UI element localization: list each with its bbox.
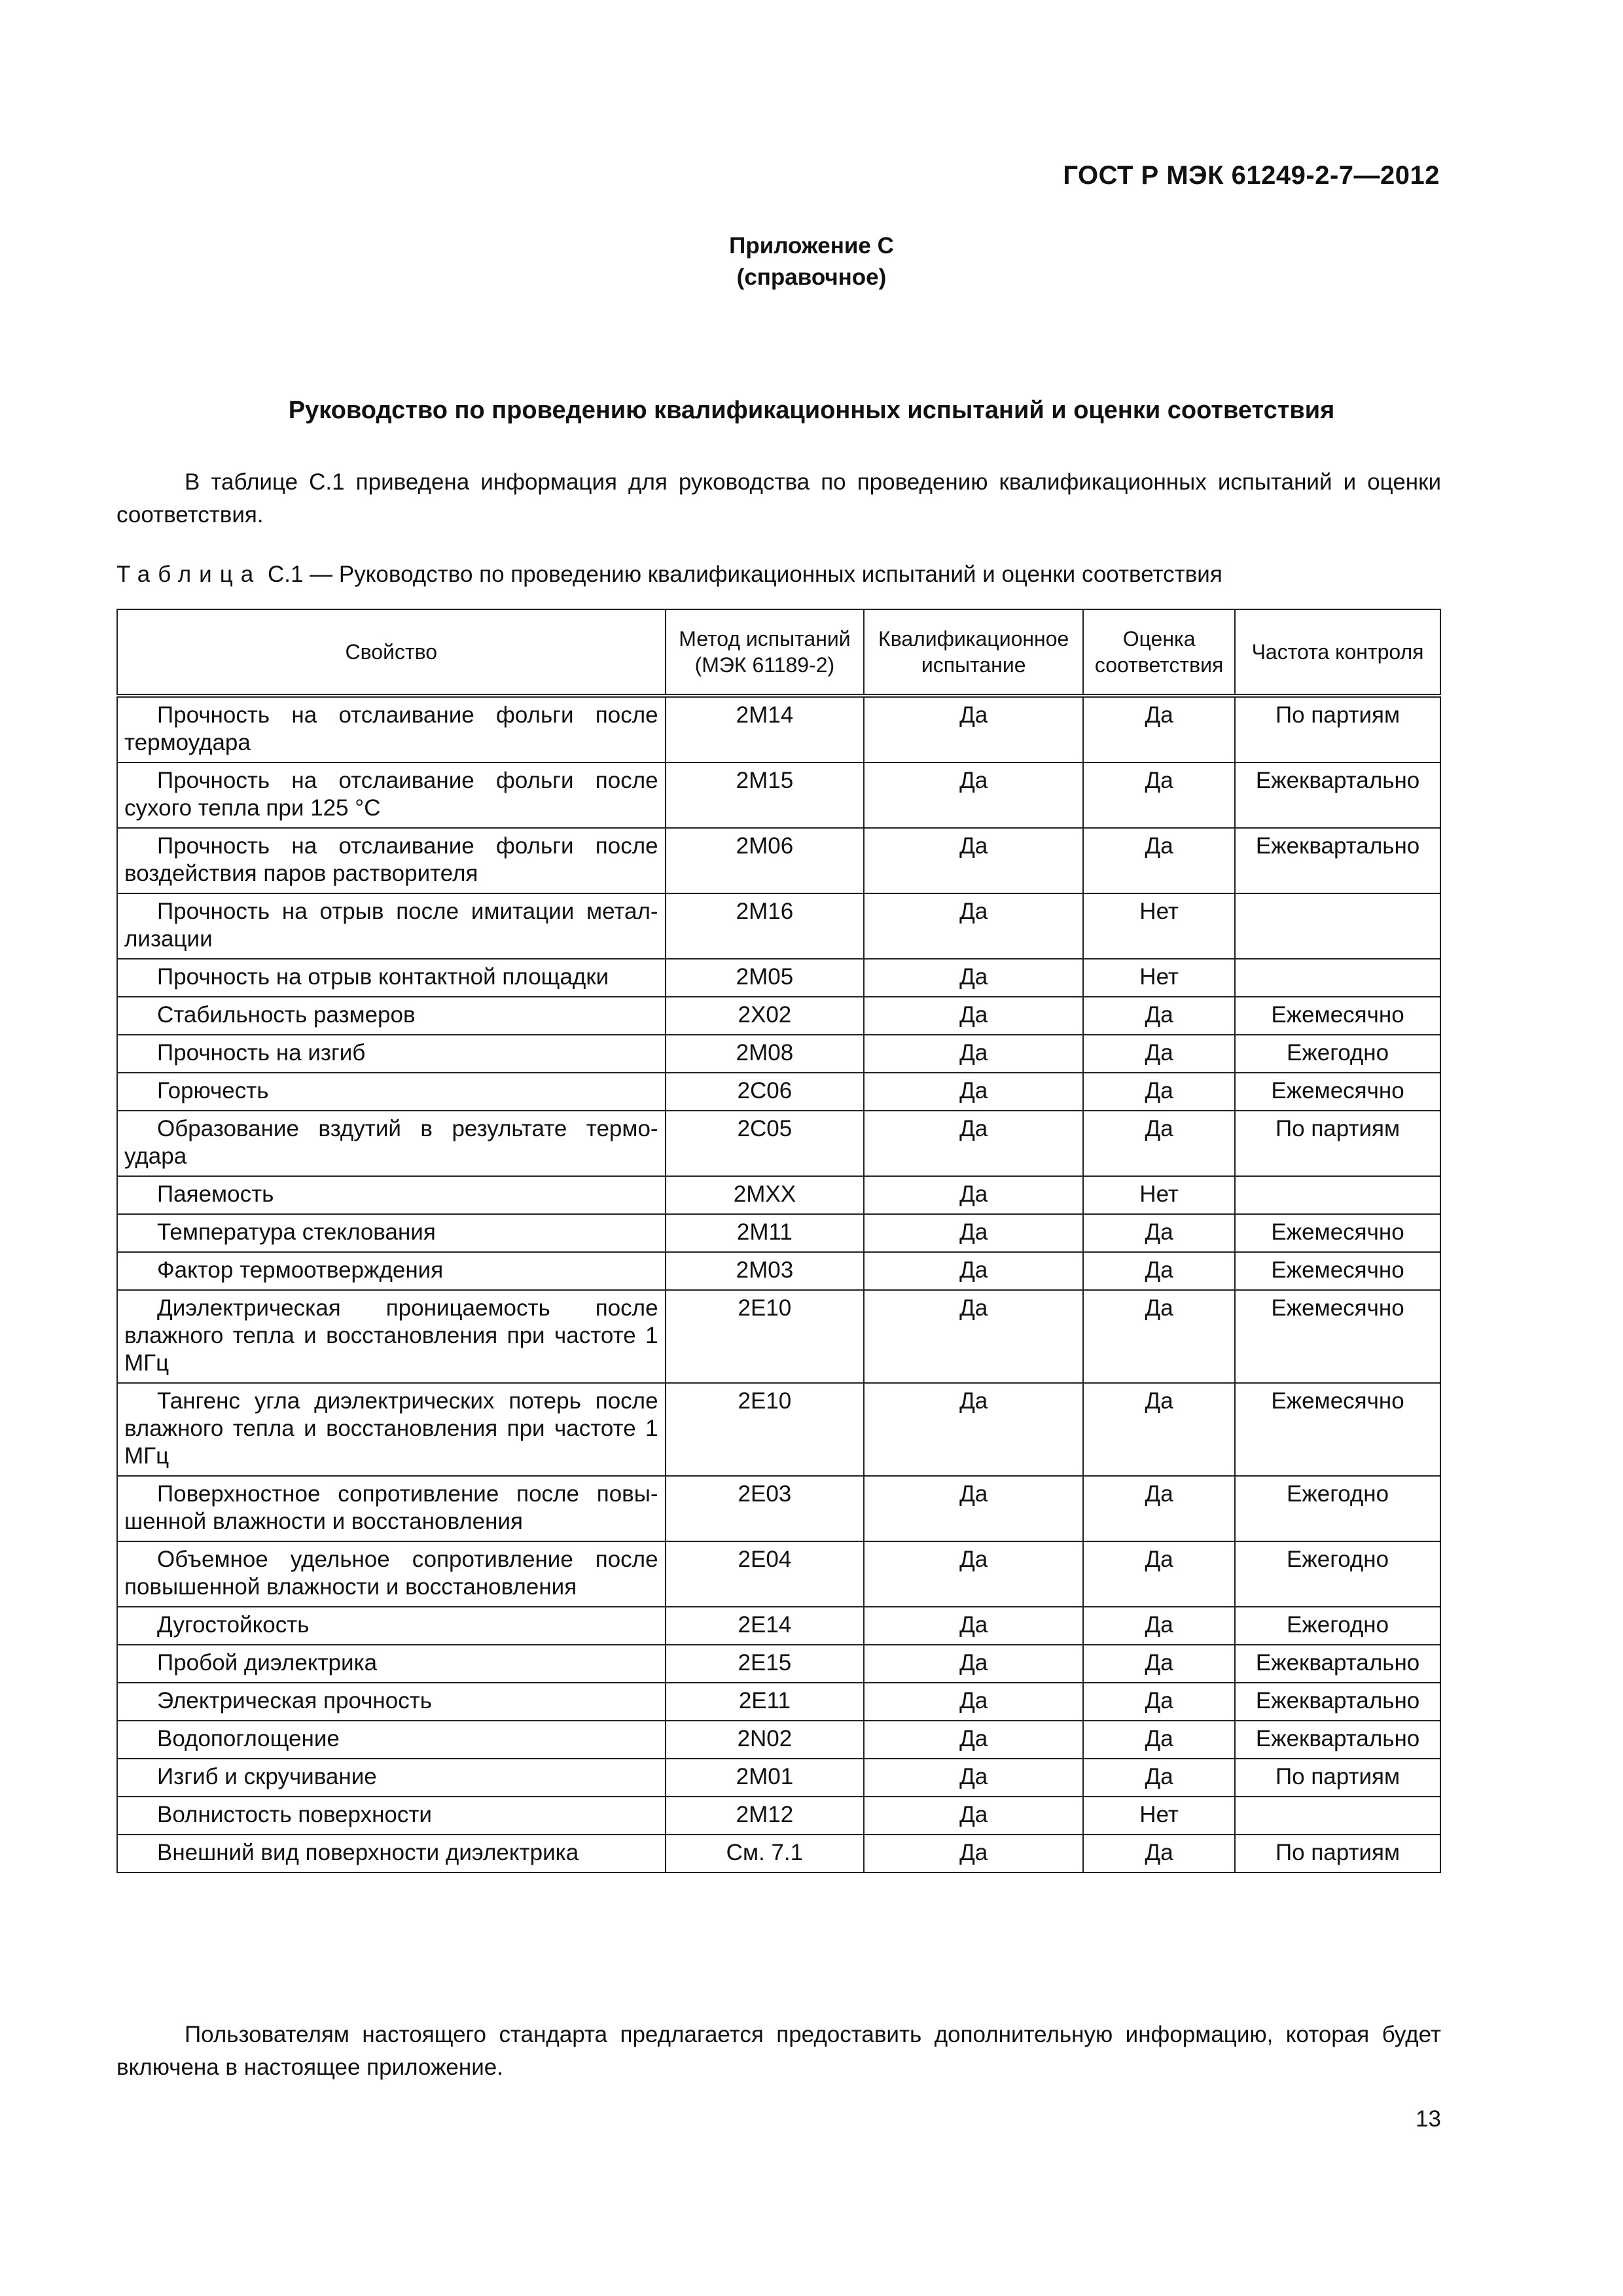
cell-method: 2M03 xyxy=(666,1252,865,1290)
cell-property: Прочность на отрыв контактной площадки xyxy=(117,959,666,997)
cell-property: Пробой диэлектрика xyxy=(117,1645,666,1683)
header-method: Метод испытаний (МЭК 61189-2) xyxy=(666,609,865,696)
cell-frequency: По партиям xyxy=(1235,1759,1440,1797)
table-body xyxy=(117,696,1440,1873)
cell-qualification: Да xyxy=(864,1607,1083,1645)
main-title: Руководство по проведению квалификационных испытаний и оценки соответствия xyxy=(288,397,1335,424)
cell-method: 2M08 xyxy=(666,1035,865,1073)
page-number: 13 xyxy=(1416,2106,1441,2132)
cell-frequency: По партиям xyxy=(1235,1111,1440,1176)
cell-property: Прочность на отрыв после имитации метал-лизации xyxy=(117,893,666,959)
appendix-heading xyxy=(0,230,1623,293)
cell-frequency: Ежемесячно xyxy=(1235,1383,1440,1476)
cell-qualification: Да xyxy=(864,762,1083,828)
table-row xyxy=(117,959,1440,997)
cell-method: 2M12 xyxy=(666,1797,865,1835)
cell-conformity: Нет xyxy=(1083,1176,1235,1214)
table-row xyxy=(117,1176,1440,1214)
cell-frequency: Ежеквартально xyxy=(1235,1645,1440,1683)
cell-property: Стабильность размеров xyxy=(117,997,666,1035)
cell-qualification: Да xyxy=(864,1835,1083,1873)
cell-qualification: Да xyxy=(864,828,1083,893)
cell-conformity: Да xyxy=(1083,1683,1235,1721)
cell-property: Объемное удельное сопротивление после повышенной влажности и восстановления xyxy=(117,1541,666,1607)
table-row xyxy=(117,1683,1440,1721)
cell-method: 2C06 xyxy=(666,1073,865,1111)
header-frequency: Частота контроля xyxy=(1235,609,1440,696)
cell-frequency: Ежегодно xyxy=(1235,1476,1440,1541)
cell-method: 2N02 xyxy=(666,1721,865,1759)
standard-code: ГОСТ Р МЭК 61249-2-7—2012 xyxy=(1063,161,1440,190)
cell-conformity: Да xyxy=(1083,1541,1235,1607)
cell-property: Электрическая прочность xyxy=(117,1683,666,1721)
cell-conformity: Да xyxy=(1083,1290,1235,1383)
table-row xyxy=(117,1797,1440,1835)
cell-frequency: По партиям xyxy=(1235,696,1440,762)
cell-method: 2M11 xyxy=(666,1214,865,1252)
cell-frequency: Ежемесячно xyxy=(1235,1252,1440,1290)
cell-method: 2C05 xyxy=(666,1111,865,1176)
table-caption-prefix: Таблица xyxy=(116,562,262,587)
cell-method: 2MXX xyxy=(666,1176,865,1214)
cell-property: Водопоглощение xyxy=(117,1721,666,1759)
cell-frequency xyxy=(1235,1797,1440,1835)
cell-method: 2E10 xyxy=(666,1290,865,1383)
cell-property: Тангенс угла диэлектрических потерь после влажного тепла и восстановления при частоте 1 МГц xyxy=(117,1383,666,1476)
table-row xyxy=(117,1035,1440,1073)
cell-method: 2M15 xyxy=(666,762,865,828)
cell-conformity: Да xyxy=(1083,696,1235,762)
cell-frequency: Ежеквартально xyxy=(1235,762,1440,828)
cell-method: 2M06 xyxy=(666,828,865,893)
table-row xyxy=(117,1721,1440,1759)
cell-conformity: Нет xyxy=(1083,959,1235,997)
cell-conformity: Нет xyxy=(1083,1797,1235,1835)
table-row xyxy=(117,1607,1440,1645)
cell-method: 2E11 xyxy=(666,1683,865,1721)
intro-paragraph: В таблице С.1 приведена информация для руководства по проведению квалификационных испытаний и оценки соответствия. xyxy=(116,469,1441,528)
header-qualification: Квалификационное испытание xyxy=(864,609,1083,696)
header-conformity: Оценка соответствия xyxy=(1083,609,1235,696)
cell-frequency: Ежемесячно xyxy=(1235,997,1440,1035)
cell-property: Диэлектрическая проницаемость после влажного тепла и восстановления при частоте 1 МГц xyxy=(117,1290,666,1383)
cell-frequency xyxy=(1235,959,1440,997)
cell-conformity: Да xyxy=(1083,1759,1235,1797)
table-row xyxy=(117,1541,1440,1607)
cell-qualification: Да xyxy=(864,1035,1083,1073)
appendix-title: Приложение С xyxy=(729,233,894,259)
cell-qualification: Да xyxy=(864,1073,1083,1111)
cell-frequency: Ежегодно xyxy=(1235,1607,1440,1645)
cell-frequency: Ежеквартально xyxy=(1235,1683,1440,1721)
cell-frequency: Ежемесячно xyxy=(1235,1290,1440,1383)
table-caption-text: С.1 — Руководство по проведению квалификационных испытаний и оценки соответствия xyxy=(267,562,1222,587)
cell-conformity: Да xyxy=(1083,1214,1235,1252)
cell-conformity: Да xyxy=(1083,1252,1235,1290)
cell-conformity: Да xyxy=(1083,762,1235,828)
table-row xyxy=(117,1383,1440,1476)
table-caption xyxy=(116,562,1222,588)
table-row xyxy=(117,1759,1440,1797)
cell-method: 2E04 xyxy=(666,1541,865,1607)
cell-frequency: Ежеквартально xyxy=(1235,828,1440,893)
cell-property: Прочность на отслаивание фольги после воздействия паров растворителя xyxy=(117,828,666,893)
cell-frequency: Ежегодно xyxy=(1235,1035,1440,1073)
cell-conformity: Да xyxy=(1083,1476,1235,1541)
cell-property: Образование вздутий в результате термо-удара xyxy=(117,1111,666,1176)
cell-property: Фактор термоотверждения xyxy=(117,1252,666,1290)
cell-qualification: Да xyxy=(864,1797,1083,1835)
table-row xyxy=(117,1073,1440,1111)
cell-property: Паяемость xyxy=(117,1176,666,1214)
cell-method: 2E15 xyxy=(666,1645,865,1683)
cell-conformity: Да xyxy=(1083,1645,1235,1683)
cell-frequency xyxy=(1235,1176,1440,1214)
cell-conformity: Да xyxy=(1083,1111,1235,1176)
cell-frequency: Ежеквартально xyxy=(1235,1721,1440,1759)
cell-frequency: Ежемесячно xyxy=(1235,1214,1440,1252)
cell-conformity: Да xyxy=(1083,1721,1235,1759)
cell-qualification: Да xyxy=(864,1645,1083,1683)
cell-property: Поверхностное сопротивление после повы-шенной влажности и восстановления xyxy=(117,1476,666,1541)
table-header-row xyxy=(117,609,1440,696)
cell-conformity: Да xyxy=(1083,1835,1235,1873)
cell-property: Температура стеклования xyxy=(117,1214,666,1252)
table-row xyxy=(117,696,1440,762)
cell-method: 2E03 xyxy=(666,1476,865,1541)
table-row xyxy=(117,1645,1440,1683)
header-property: Свойство xyxy=(117,609,666,696)
cell-qualification: Да xyxy=(864,1683,1083,1721)
cell-qualification: Да xyxy=(864,696,1083,762)
cell-property: Изгиб и скручивание xyxy=(117,1759,666,1797)
cell-qualification: Да xyxy=(864,1383,1083,1476)
table-row xyxy=(117,828,1440,893)
cell-method: См. 7.1 xyxy=(666,1835,865,1873)
cell-qualification: Да xyxy=(864,1111,1083,1176)
footer-note: Пользователям настоящего стандарта предлагается предоставить дополнительную информацию, которая будет включена в настоящее приложение. xyxy=(116,2022,1441,2080)
cell-property: Прочность на отслаивание фольги после сухого тепла при 125 °С xyxy=(117,762,666,828)
cell-conformity: Да xyxy=(1083,828,1235,893)
cell-qualification: Да xyxy=(864,1252,1083,1290)
cell-qualification: Да xyxy=(864,1290,1083,1383)
cell-method: 2M05 xyxy=(666,959,865,997)
cell-qualification: Да xyxy=(864,1721,1083,1759)
cell-method: 2E10 xyxy=(666,1383,865,1476)
cell-conformity: Да xyxy=(1083,997,1235,1035)
cell-frequency xyxy=(1235,893,1440,959)
appendix-type: (справочное) xyxy=(736,264,887,290)
cell-qualification: Да xyxy=(864,997,1083,1035)
table-row xyxy=(117,762,1440,828)
cell-qualification: Да xyxy=(864,1176,1083,1214)
cell-method: 2X02 xyxy=(666,997,865,1035)
cell-qualification: Да xyxy=(864,1541,1083,1607)
cell-conformity: Да xyxy=(1083,1383,1235,1476)
cell-property: Прочность на отслаивание фольги после термоудара xyxy=(117,696,666,762)
cell-frequency: По партиям xyxy=(1235,1835,1440,1873)
table-row xyxy=(117,1111,1440,1176)
cell-conformity: Нет xyxy=(1083,893,1235,959)
cell-property: Прочность на изгиб xyxy=(117,1035,666,1073)
cell-qualification: Да xyxy=(864,1214,1083,1252)
table-row xyxy=(117,1835,1440,1873)
cell-qualification: Да xyxy=(864,1759,1083,1797)
guidance-table xyxy=(116,609,1441,1873)
cell-frequency: Ежемесячно xyxy=(1235,1073,1440,1111)
table-row xyxy=(117,1252,1440,1290)
cell-property: Горючесть xyxy=(117,1073,666,1111)
cell-method: 2M01 xyxy=(666,1759,865,1797)
cell-conformity: Да xyxy=(1083,1035,1235,1073)
cell-qualification: Да xyxy=(864,1476,1083,1541)
cell-property: Внешний вид поверхности диэлектрика xyxy=(117,1835,666,1873)
cell-method: 2M16 xyxy=(666,893,865,959)
table-row xyxy=(117,1290,1440,1383)
cell-conformity: Да xyxy=(1083,1073,1235,1111)
cell-property: Волнистость поверхности xyxy=(117,1797,666,1835)
cell-method: 2E14 xyxy=(666,1607,865,1645)
table-row xyxy=(117,893,1440,959)
cell-property: Дугостойкость xyxy=(117,1607,666,1645)
table-row xyxy=(117,1214,1440,1252)
cell-method: 2M14 xyxy=(666,696,865,762)
cell-qualification: Да xyxy=(864,893,1083,959)
table-row xyxy=(117,997,1440,1035)
cell-frequency: Ежегодно xyxy=(1235,1541,1440,1607)
table-row xyxy=(117,1476,1440,1541)
cell-conformity: Да xyxy=(1083,1607,1235,1645)
cell-qualification: Да xyxy=(864,959,1083,997)
